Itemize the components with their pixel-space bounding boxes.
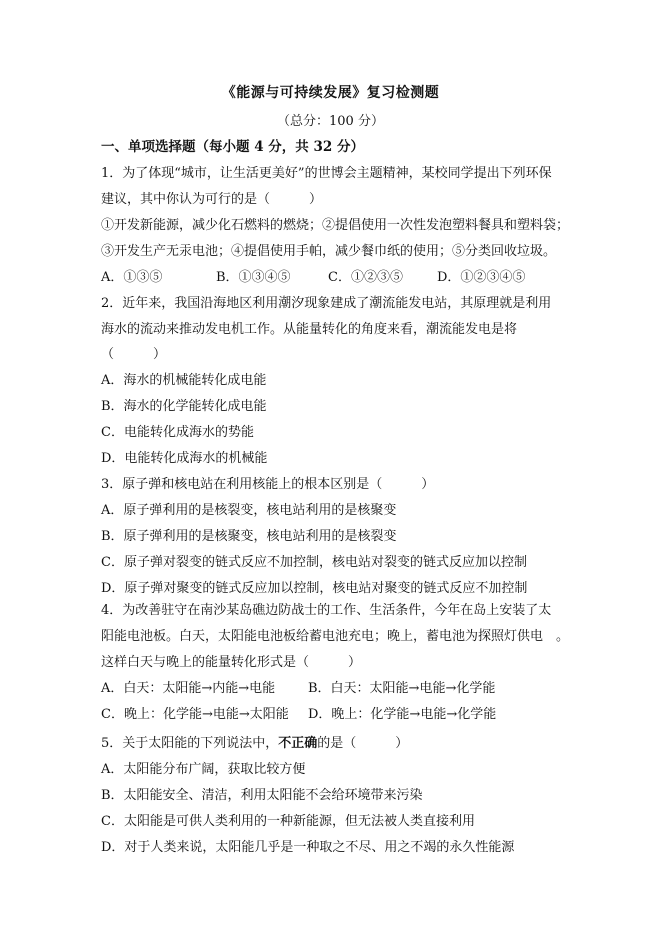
q2-option-a: A．海水的机械能转化成电能 xyxy=(101,373,267,388)
q5-option-b: B．太阳能安全、清洁，利用太阳能不会给环境带来污染 xyxy=(101,788,423,803)
q1-option-a: A．①③⑤ xyxy=(101,270,163,285)
q4-stem-line1: 4．为改善驻守在南沙某岛礁边防战士的工作、生活条件，今年在岛上安装了太 xyxy=(101,603,552,618)
q5-option-a: A．太阳能分布广阔，获取比较方便 xyxy=(101,762,306,777)
q3-option-d: D．原子弹对聚变的链式反应加以控制，核电站对聚变的链式反应不加控制 xyxy=(101,581,528,596)
q3-stem-line1: 3．原子弹和核电站在利用核能上的根本区别是（ ） xyxy=(101,477,435,492)
q5-stem-suffix: 的是（ ） xyxy=(317,736,409,751)
q2-stem-line2: 海水的流动来推动发电机工作。从能量转化的角度来看，潮流能发电是将 xyxy=(101,322,518,337)
q2-option-b: B．海水的化学能转化成电能 xyxy=(101,399,267,414)
q4-stem-line3: 这样白天与晚上的能量转化形式是（ ） xyxy=(101,655,362,670)
q3-option-a: A．原子弹利用的是核裂变，核电站利用的是核聚变 xyxy=(101,503,397,518)
q3-option-c: C．原子弹对裂变的链式反应不加控制，核电站对裂变的链式反应加以控制 xyxy=(101,555,527,570)
q4-option-a: A．白天：太阳能→内能→电能 xyxy=(101,681,276,696)
q2-option-d: D．电能转化成海水的机械能 xyxy=(101,451,268,466)
q1-stem-line4: ③开发生产无汞电池；④提倡使用手帕，减少餐巾纸的使用；⑤分类回收垃圾。 xyxy=(101,244,557,259)
q1-stem-line1: 1．为了体现“城市，让生活更美好”的世博会主题精神，某校同学提出下列环保 xyxy=(101,166,552,181)
q5-stem-prefix: 5．关于太阳能的下列说法中， xyxy=(101,736,279,751)
q1-stem-line2: 建议，其中你认为可行的是（ ） xyxy=(101,192,323,207)
q4-option-d: D．晚上：化学能→电能→化学能 xyxy=(308,707,497,722)
q2-option-c: C．电能转化成海水的势能 xyxy=(101,425,254,440)
q5-stem-emphasis: 不正确 xyxy=(278,736,318,751)
q5-option-d: D．对于人类来说，太阳能几乎是一种取之不尽、用之不竭的永久性能源 xyxy=(101,840,515,855)
q4-option-c: C．晚上：化学能→电能→太阳能 xyxy=(101,707,289,722)
q5-option-c: C．太阳能是可供人类利用的一种新能源，但无法被人类直接利用 xyxy=(101,814,475,829)
q4-stem-line2: 阳能电池板。白天，太阳能电池板给蓄电池充电；晚上，蓄电池为探照灯供电 。 xyxy=(101,629,570,644)
document-title: 《能源与可持续发展》复习检测题 xyxy=(221,85,440,101)
q1-option-d: D．①②③④⑤ xyxy=(437,270,526,285)
q1-option-b: B．①③④⑤ xyxy=(216,270,291,285)
q1-option-c: C．①②③⑤ xyxy=(328,270,403,285)
q5-stem xyxy=(101,736,408,752)
q2-stem-line1: 2．近年来，我国沿海地区利用潮汐现象建成了潮流能发电站，其原理就是利用 xyxy=(101,296,552,311)
total-score: （总分：100 分） xyxy=(277,114,384,129)
q4-option-b: B．白天：太阳能→电能→化学能 xyxy=(308,681,496,696)
q3-option-b: B．原子弹利用的是核聚变，核电站利用的是核裂变 xyxy=(101,529,397,544)
section-heading: 一、单项选择题（每小题 4 分，共 32 分） xyxy=(101,139,364,155)
q2-stem-line3: （ ） xyxy=(101,347,167,362)
q1-stem-line3: ①开发新能源，减少化石燃料的燃烧；②提倡使用一次性发泡塑料餐具和塑料袋； xyxy=(101,218,570,233)
